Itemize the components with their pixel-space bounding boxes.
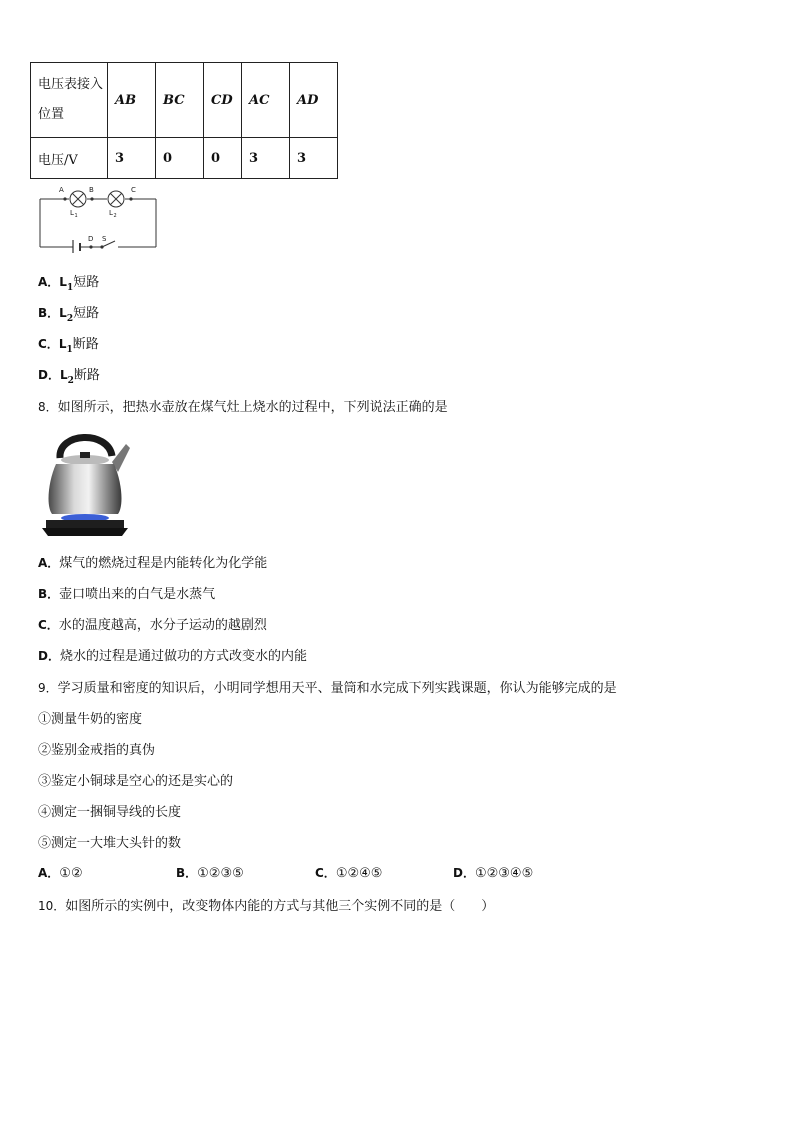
q9-item-4: ④测定一捆铜导线的长度	[38, 805, 182, 820]
lamp-symbol: L	[59, 306, 67, 320]
q8-option-d	[38, 645, 307, 664]
table-cell: AC	[242, 63, 290, 138]
q9-item-3: ③鉴定小铜球是空心的还是实心的	[38, 774, 234, 789]
node-label-d: D	[88, 235, 94, 243]
question-number: 9．	[38, 681, 58, 695]
table-cell: 电压/V	[31, 138, 108, 179]
table-row	[31, 138, 338, 179]
q7-option-d	[38, 364, 100, 386]
q9-item-5: ⑤测定一大堆大头针的数	[38, 836, 182, 851]
q9-option-d	[453, 864, 533, 881]
option-letter: D．	[38, 649, 60, 663]
node-label-b: B	[89, 186, 94, 194]
lamp-symbol: L	[59, 275, 67, 289]
table-cell: 3	[108, 138, 156, 179]
lamp-subscript: 2	[67, 376, 74, 386]
q9-option-c	[315, 864, 382, 881]
option-text: ①②③⑤	[197, 866, 244, 881]
q7-option-c	[38, 333, 99, 355]
table-cell: 3	[290, 138, 338, 179]
node-label-a: A	[59, 186, 64, 194]
option-text: 烧水的过程是通过做功的方式改变水的内能	[59, 649, 307, 664]
lamp-subscript: 1	[66, 283, 74, 293]
lamp-label-l2: L	[109, 209, 113, 217]
table-cell: 3	[242, 138, 290, 179]
q7-option-a	[38, 271, 99, 293]
lamp-subscript: 2	[66, 314, 74, 324]
option-text: ①②④⑤	[335, 866, 383, 881]
option-letter: D．	[453, 866, 475, 880]
q9-item-2: ②鉴别金戒指的真伪	[38, 743, 156, 758]
question-text: 如图所示，把热水壶放在煤气灶上烧水的过程中，下列说法正确的是	[57, 400, 448, 415]
option-letter: B．	[38, 306, 60, 320]
question-text: 如图所示的实例中，改变物体内能的方式与其他三个实例不同的是（ ）	[65, 899, 495, 914]
option-letter: C．	[38, 337, 59, 351]
table-header-row	[31, 63, 338, 138]
voltage-table	[30, 62, 338, 179]
lamp-symbol: L	[59, 368, 68, 382]
kettle-on-stove-image	[38, 422, 132, 538]
node-label-c: C	[131, 186, 136, 194]
lamp-label-l2-sub: 2	[113, 213, 117, 219]
option-letter: A．	[38, 275, 60, 289]
option-letter: A．	[38, 866, 60, 880]
option-text: 水的温度越高，水分子运动的越剧烈	[58, 618, 267, 633]
lamp-symbol: L	[58, 337, 67, 351]
table-cell: 0	[204, 138, 242, 179]
table-cell: 0	[156, 138, 204, 179]
q9-option-b	[176, 864, 244, 881]
option-letter: B．	[38, 587, 60, 601]
option-text: 壶口喷出来的白气是水蒸气	[59, 587, 216, 602]
table-cell: CD	[204, 63, 242, 138]
option-text: 短路	[73, 306, 100, 321]
q9-stem	[38, 677, 617, 696]
table-cell: AD	[290, 63, 338, 138]
lamp-label-l1-sub: 1	[74, 213, 78, 219]
table-cell: 电压表接入位置	[31, 63, 108, 138]
option-text: ①②③④⑤	[474, 866, 534, 881]
switch-label-s: S	[102, 235, 107, 243]
option-letter: D．	[38, 368, 60, 382]
q8-option-a	[38, 552, 267, 571]
option-letter: C．	[38, 618, 59, 632]
option-letter: B．	[176, 866, 198, 880]
circuit-diagram	[36, 183, 160, 253]
table-cell: BC	[156, 63, 204, 138]
q8-option-b	[38, 583, 215, 602]
question-text: 学习质量和密度的知识后，小明同学想用天平、量筒和水完成下列实践课题，你认为能够完成的是	[57, 681, 617, 696]
option-text: 断路	[72, 337, 99, 352]
q9-item-1: ①测量牛奶的密度	[38, 712, 143, 727]
table-cell: AB	[108, 63, 156, 138]
question-number: 10．	[38, 899, 66, 913]
option-letter: A．	[38, 556, 60, 570]
q7-option-b	[38, 302, 99, 324]
option-text: 断路	[73, 368, 100, 383]
option-text: 短路	[73, 275, 100, 290]
question-number: 8．	[38, 400, 58, 414]
q10-stem	[38, 895, 494, 914]
lamp-label-l1: L	[70, 209, 74, 217]
q9-option-a	[38, 864, 83, 881]
option-text: ①②	[59, 866, 83, 881]
q8-option-c	[38, 614, 267, 633]
q8-stem	[38, 396, 448, 415]
option-text: 煤气的燃烧过程是内能转化为化学能	[59, 556, 268, 571]
lamp-subscript: 1	[66, 345, 73, 355]
option-letter: C．	[315, 866, 336, 880]
